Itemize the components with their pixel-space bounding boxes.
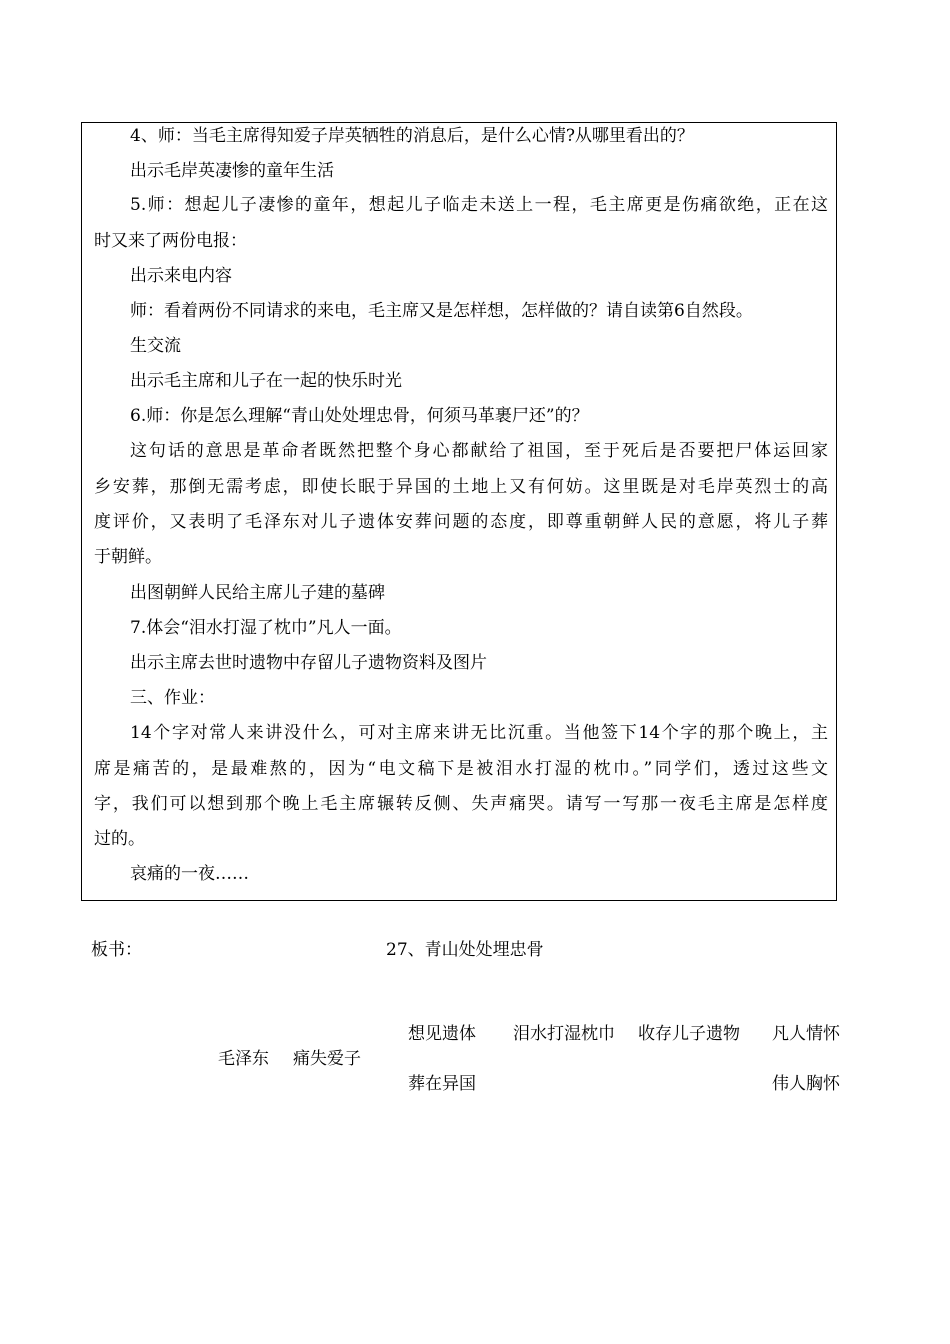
text-line: 出示毛主席和儿子在一起的快乐时光 [130, 371, 402, 391]
board-item-great: 伟人胸怀 [772, 1074, 840, 1094]
text-line: 席是痛苦的，是最难熬的，因为“电文稿下是被泪水打湿的枕巾。”同学们，透过这些文 [94, 759, 828, 779]
text-line: 过的。 [94, 829, 145, 849]
board-item-keep-relics: 收存儿子遗物 [638, 1024, 740, 1044]
text-line: 7.体会“泪水打湿了枕巾”凡人一面。 [130, 618, 402, 638]
board-label: 板书： [91, 940, 142, 960]
lesson-content-box [81, 122, 837, 901]
text-line: 师：看着两份不同请求的来电，毛主席又是怎样想，怎样做的？请自读第6自然段。 [130, 301, 753, 321]
text-line: 5.师：想起儿子凄惨的童年，想起儿子临走未送上一程，毛主席更是伤痛欲绝，正在这 [130, 195, 828, 215]
text-line: 字，我们可以想到那个晚上毛主席辗转反侧、失声痛哭。请写一写那一夜毛主席是怎样度 [94, 794, 828, 814]
text-line: 三、作业： [130, 688, 215, 708]
text-line: 度评价，又表明了毛泽东对儿子遗体安葬问题的态度，即尊重朝鲜人民的意愿，将儿子葬 [94, 512, 828, 532]
board-title: 27、青山处处埋忠骨 [386, 940, 544, 960]
board-event: 痛失爱子 [293, 1049, 361, 1069]
text-line: 于朝鲜。 [94, 547, 162, 567]
board-item-see-remains: 想见遗体 [408, 1024, 476, 1044]
text-line: 4、师：当毛主席得知爱子岸英牺牲的消息后，是什么心情?从哪里看出的？ [130, 126, 694, 146]
text-line: 6.师：你是怎么理解“青山处处埋忠骨，何须马革裹尸还”的？ [130, 406, 589, 426]
text-line: 14个字对常人来讲没什么，可对主席来讲无比沉重。当他签下14个字的那个晚上，主 [130, 723, 828, 743]
board-item-ordinary: 凡人情怀 [772, 1024, 840, 1044]
text-line: 出示主席去世时遗物中存留儿子遗物资料及图片 [130, 653, 487, 673]
text-line: 哀痛的一夜…… [130, 864, 249, 884]
text-line: 出示毛岸英凄惨的童年生活 [130, 161, 334, 181]
text-line: 这句话的意思是革命者既然把整个身心都献给了祖国，至于死后是否要把尸体运回家 [130, 441, 828, 461]
text-line: 生交流 [130, 336, 181, 356]
text-line: 时又来了两份电报： [94, 231, 247, 251]
text-line: 乡安葬，那倒无需考虑，即使长眠于异国的土地上又有何妨。这里既是对毛岸英烈士的高 [94, 477, 828, 497]
text-line: 出图朝鲜人民给主席儿子建的墓碑 [130, 583, 385, 603]
board-item-tears: 泪水打湿枕巾 [513, 1024, 615, 1044]
text-line: 出示来电内容 [130, 266, 232, 286]
board-item-bury: 葬在异国 [408, 1074, 476, 1094]
board-subject: 毛泽东 [218, 1049, 269, 1069]
